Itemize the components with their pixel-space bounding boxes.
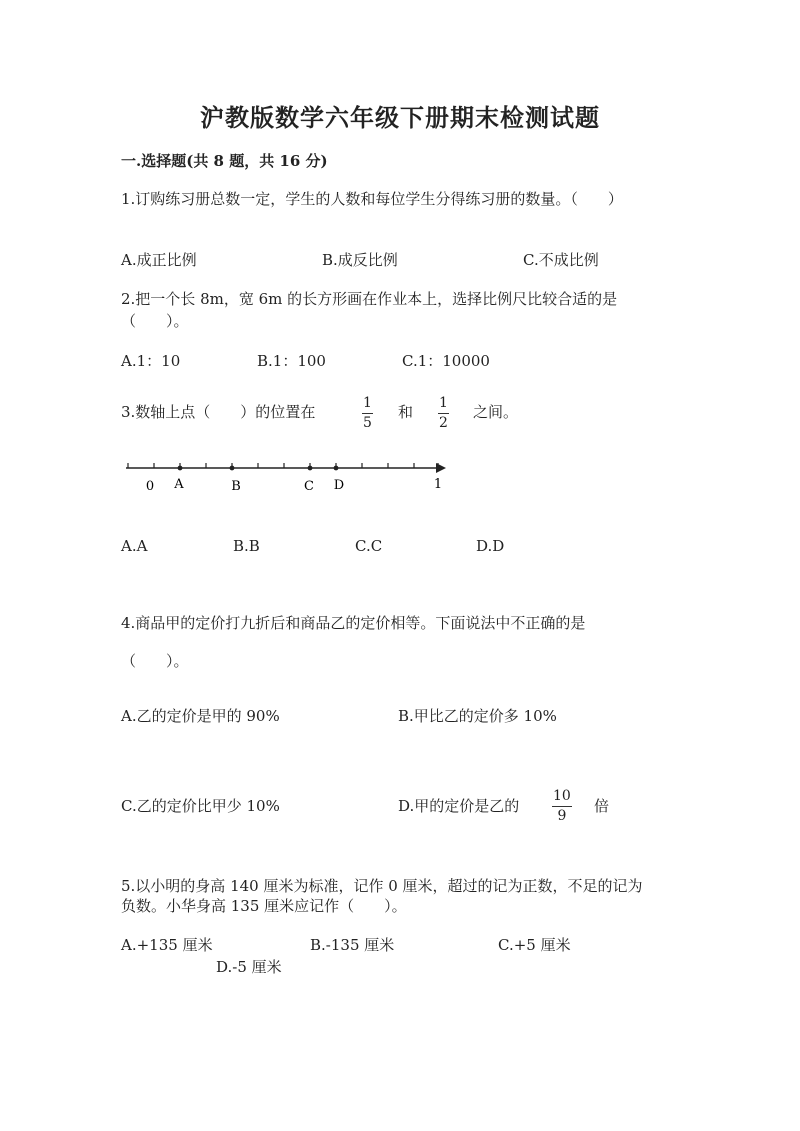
fraction-denominator: 2 (439, 414, 448, 431)
question-4-line2: （ ）。 (121, 652, 189, 670)
q5-option-d[interactable]: D.-5 厘米 (216, 958, 282, 976)
question-2-line1: 2.把一个长 8m，宽 6m 的长方形画在作业本上，选择比例尺比较合适的是 (121, 290, 618, 308)
fraction-bar (362, 413, 373, 414)
section-heading: 一.选择题(共 8 题，共 16 分) (121, 152, 328, 170)
question-4-line1: 4.商品甲的定价打九折后和商品乙的定价相等。下面说法中不正确的是 (121, 614, 586, 632)
axis-label-d: D (333, 478, 345, 493)
q4-option-b[interactable]: B.甲比乙的定价多 10% (398, 707, 557, 725)
axis-point (230, 466, 235, 471)
page-title: 沪教版数学六年级下册期末检测试题 (200, 103, 600, 132)
fraction-bar (552, 806, 572, 807)
q4-option-d[interactable]: D.甲的定价是乙的 (398, 797, 520, 815)
fraction-ten-ninths (552, 789, 572, 823)
fraction-denominator: 9 (557, 807, 567, 824)
question-3-text-end: 之间。 (473, 403, 519, 421)
fraction-denominator: 5 (363, 414, 372, 431)
axis-label-0: 0 (145, 479, 155, 494)
q2-option-a[interactable]: A.1：10 (121, 352, 181, 370)
axis-label-b: B (231, 479, 241, 494)
axis-label-1: 1 (433, 477, 443, 492)
fraction-one-half (438, 396, 449, 430)
axis-label-a: A (174, 477, 184, 492)
q5-option-c[interactable]: C.+5 厘米 (498, 936, 571, 954)
number-line (120, 455, 450, 497)
question-3-text: 3.数轴上点（ ）的位置在 (121, 403, 316, 421)
q3-option-d[interactable]: D.D (476, 537, 505, 555)
axis-label-c: C (304, 479, 314, 494)
q2-option-b[interactable]: B.1：100 (257, 352, 326, 370)
fraction-numerator: 10 (553, 788, 571, 804)
question-5-line2: 负数。小华身高 135 厘米应记作（ ）。 (121, 897, 407, 915)
q2-option-c[interactable]: C.1：10000 (402, 352, 490, 370)
fraction-numerator: 1 (439, 395, 448, 411)
q4-option-d-suffix: 倍 (594, 797, 610, 815)
q3-option-b[interactable]: B.B (233, 537, 260, 555)
q5-option-b[interactable]: B.-135 厘米 (310, 936, 395, 954)
q4-option-c[interactable]: C.乙的定价比甲少 10% (121, 797, 280, 815)
question-1: 1.订购练习册总数一定，学生的人数和每位学生分得练习册的数量。（ ） (121, 190, 623, 208)
fraction-bar (438, 413, 449, 414)
q3-option-a[interactable]: A.A (121, 537, 148, 555)
axis-point (178, 466, 183, 471)
question-3-and: 和 (398, 403, 414, 421)
fraction-one-fifth (362, 396, 373, 430)
question-2-line2: （ ）。 (121, 312, 189, 330)
q1-option-b[interactable]: B.成反比例 (322, 251, 398, 269)
axis-point (308, 466, 313, 471)
q4-option-a[interactable]: A.乙的定价是甲的 90% (121, 707, 280, 725)
q1-option-c[interactable]: C.不成比例 (523, 251, 599, 269)
q3-option-c[interactable]: C.C (355, 537, 383, 555)
axis-point (334, 466, 339, 471)
q1-option-a[interactable]: A.成正比例 (121, 251, 197, 269)
fraction-numerator: 1 (363, 395, 372, 411)
q5-option-a[interactable]: A.+135 厘米 (121, 936, 213, 954)
question-5-line1: 5.以小明的身高 140 厘米为标准，记作 0 厘米，超过的记为正数，不足的记为 (121, 877, 643, 895)
